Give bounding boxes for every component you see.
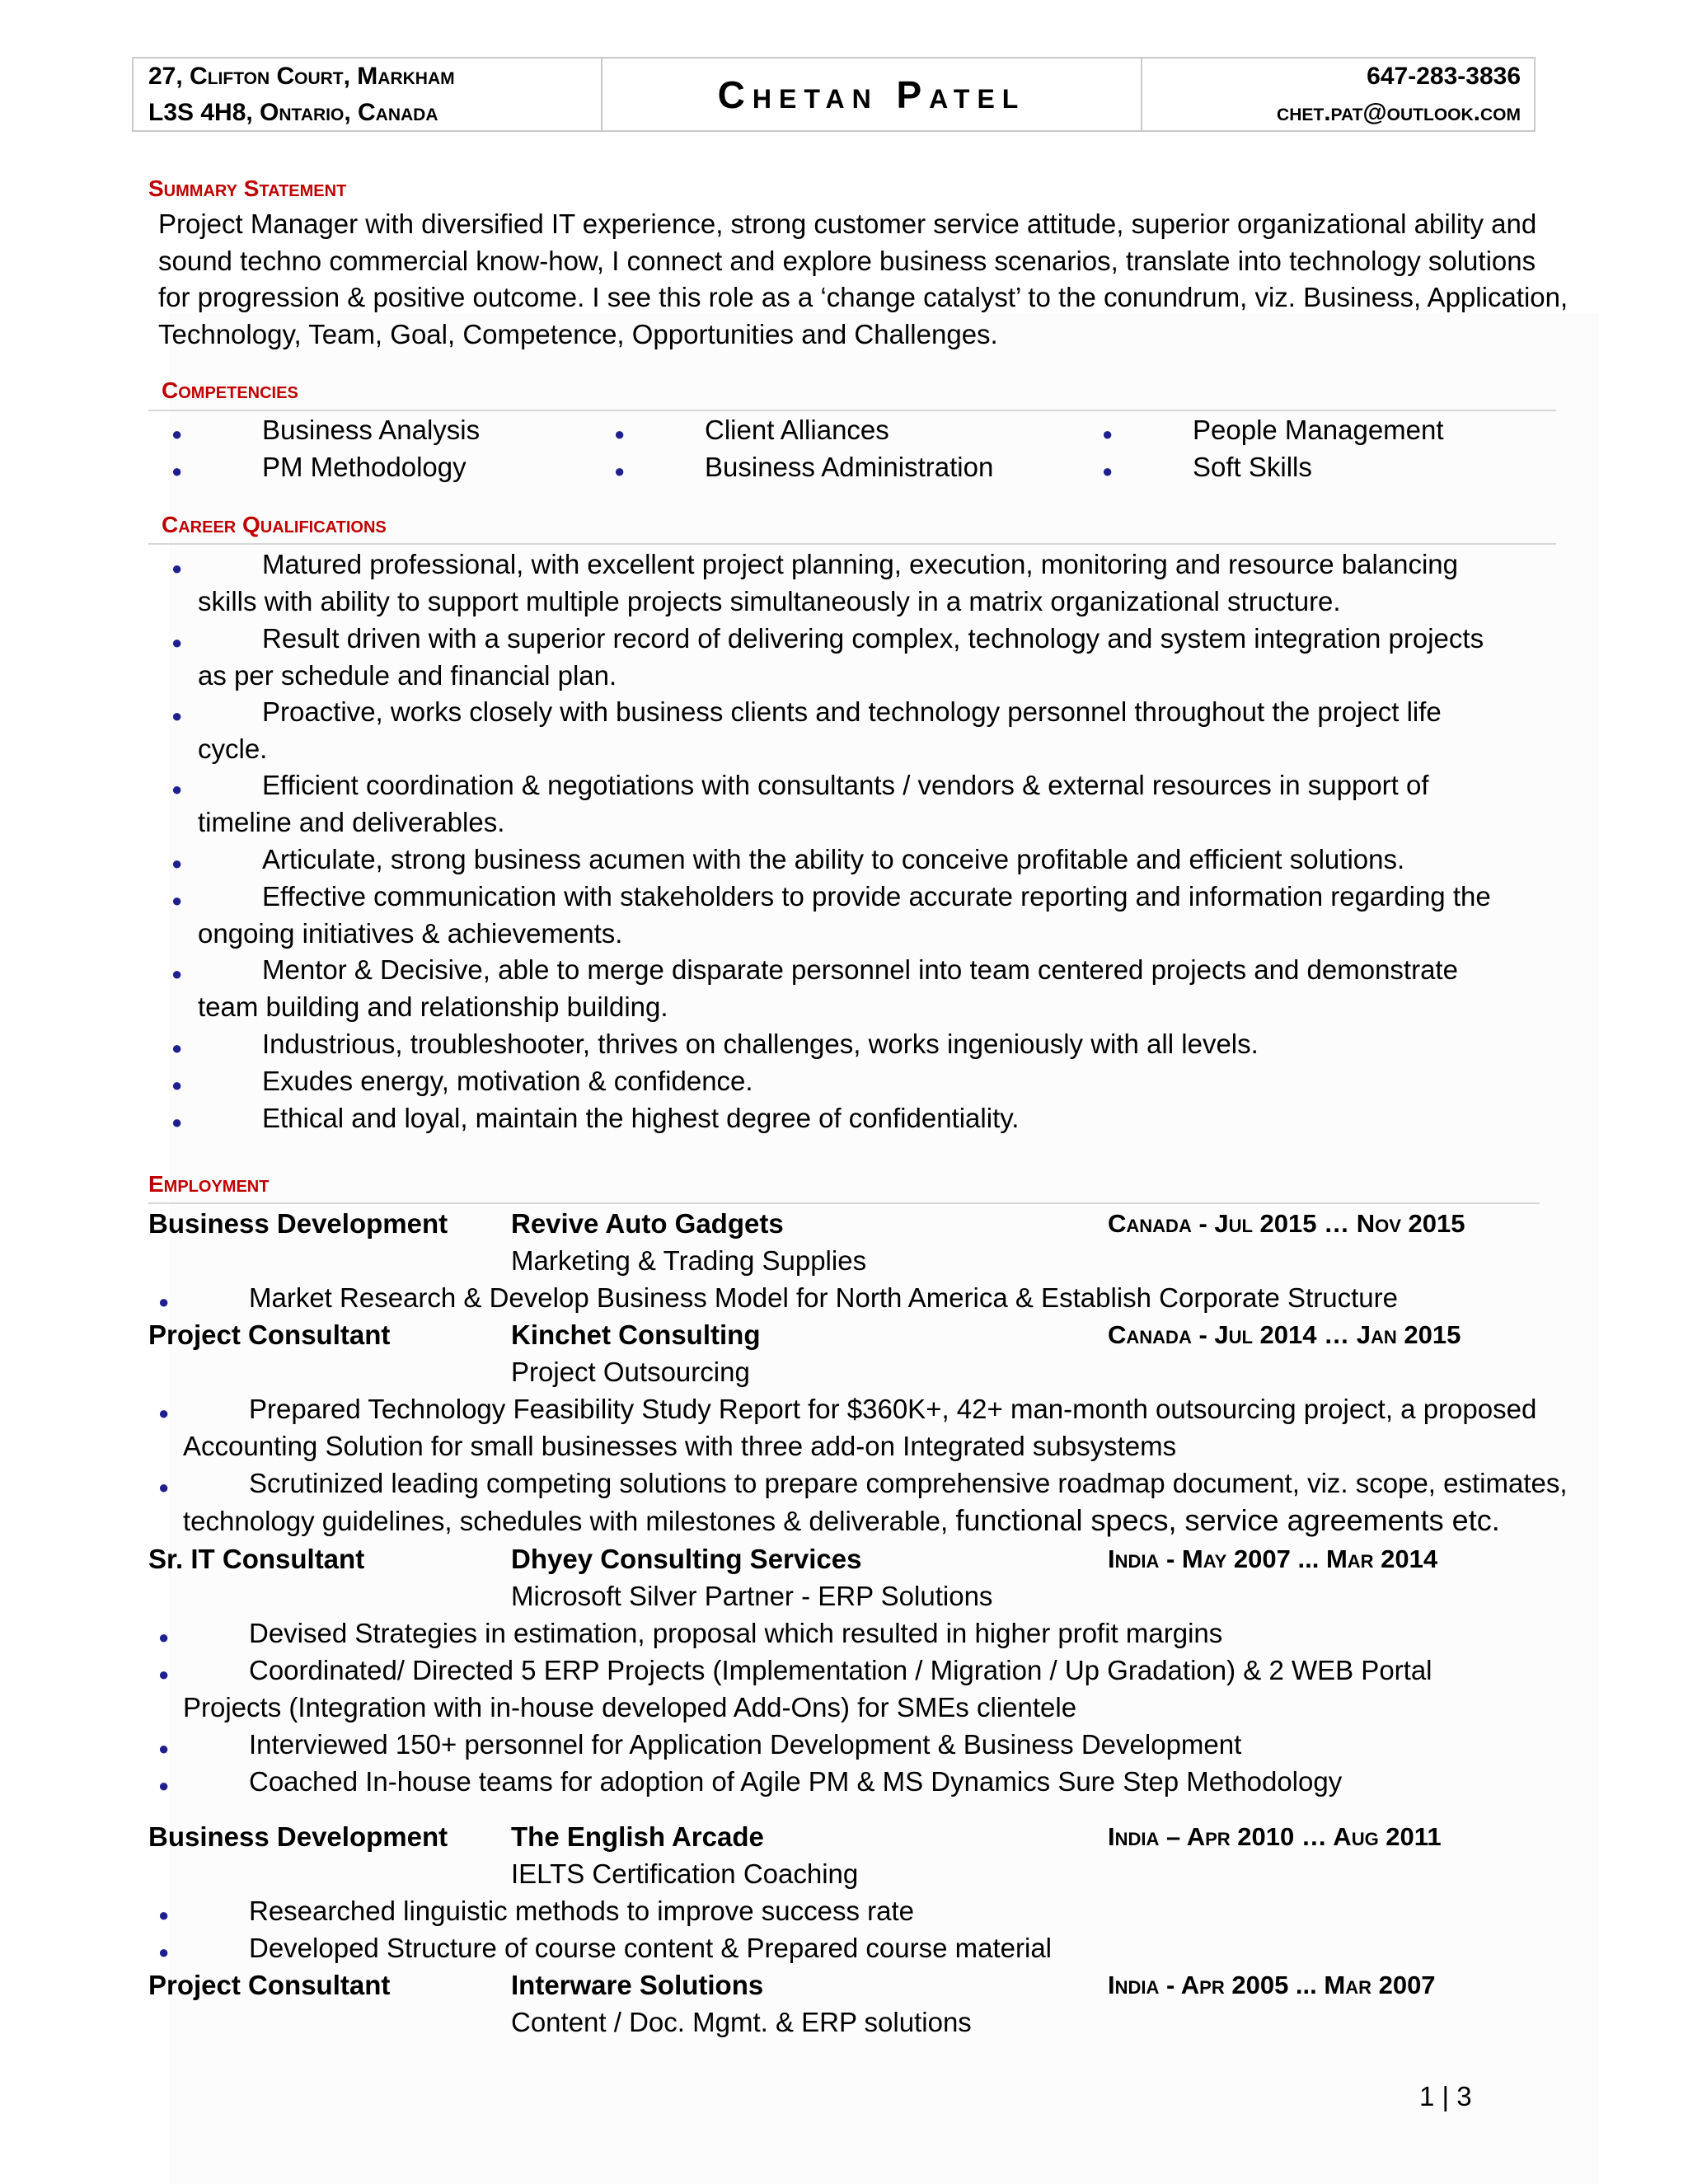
competency-item: Client Alliances [705, 415, 889, 445]
competency-item: Business Analysis [262, 415, 481, 445]
bullet-icon: ● [171, 890, 183, 911]
address-line-2: L3S 4H8, Ontario, Canada [148, 98, 438, 126]
candidate-name: Chetan Patel [717, 73, 1026, 116]
summary-heading: Summary Statement [148, 176, 347, 201]
company-description: Project Outsourcing [511, 1357, 750, 1387]
bullet-icon: ● [171, 632, 183, 653]
qualification-line: Articulate, strong business acumen with the ability to conceive profitable and efficient solutions. [262, 844, 1405, 874]
job-bullet-line: Projects (Integration with in-house developed Add-Ons) for SMEs clientele [183, 1692, 1077, 1722]
bullet-icon: ● [1102, 461, 1114, 481]
bullet-icon: ● [171, 1112, 183, 1132]
job-bullet-line: Coordinated/ Directed 5 ERP Projects (Implementation / Migration / Up Gradation) & 2 WEB Portal [249, 1655, 1432, 1685]
bullet-icon: ● [614, 424, 626, 444]
section-divider [148, 410, 1556, 411]
section-divider [148, 1202, 1540, 1204]
qualification-line: Matured professional, with excellent project planning, execution, monitoring and resource balancing [262, 549, 1459, 579]
company-name: Dhyey Consulting Services [511, 1544, 862, 1574]
bullet-icon: ● [614, 461, 626, 481]
qualification-line: team building and relationship building. [198, 991, 668, 1022]
job-bullet-line: Market Research & Develop Business Model for North America & Establish Corporate Structure [249, 1282, 1398, 1313]
bullet-icon: ● [171, 424, 183, 444]
qualification-line: Efficient coordination & negotiations with consultants / vendors & external resources in support of [262, 770, 1429, 800]
qualification-line: ongoing initiatives & achievements. [198, 918, 623, 949]
bullet-icon: ● [171, 461, 183, 481]
page-number: 1 | 3 [1419, 2081, 1472, 2111]
bullet-icon: ● [158, 1664, 170, 1685]
address-cell [134, 59, 603, 130]
company-name: The English Arcade [511, 1821, 764, 1852]
contact-header [132, 57, 1536, 132]
company-description: Content / Doc. Mgmt. & ERP solutions [511, 2007, 972, 2037]
summary-line: for progression & positive outcome. I see this role as a ‘change catalyst’ to the conundrum, viz. Business, Application, [158, 282, 1568, 312]
qualification-line: as per schedule and financial plan. [198, 660, 617, 691]
qualifications-heading: Career Qualifications [162, 512, 387, 537]
competencies-heading: Competencies [162, 377, 298, 403]
qualification-line: skills with ability to support multiple projects simultaneously in a matrix organizational structure. [198, 586, 1341, 616]
qualification-line: timeline and deliverables. [198, 807, 505, 837]
job-title: Sr. IT Consultant [148, 1544, 365, 1574]
job-dates: Canada - Jul 2015 … Nov 2015 [1108, 1209, 1465, 1238]
job-title: Project Consultant [148, 1319, 391, 1350]
name-cell [603, 59, 1142, 130]
company-name: Revive Auto Gadgets [511, 1208, 784, 1239]
bullet-icon: ● [158, 1291, 170, 1312]
job-bullet-line: Researched linguistic methods to improve success rate [249, 1896, 915, 1926]
employment-heading: Employment [148, 1171, 270, 1197]
qualification-line: cycle. [198, 733, 268, 764]
company-description: IELTS Certification Coaching [511, 1858, 859, 1889]
job-bullet-line: Developed Structure of course content & Prepared course material [249, 1933, 1053, 1963]
job-dates: India – Apr 2010 … Aug 2011 [1108, 1822, 1442, 1851]
summary-line: sound techno commercial know-how, I connect and explore business scenarios, translate into technology solutions [158, 245, 1536, 276]
company-name: Kinchet Consulting [511, 1319, 761, 1350]
bullet-icon: ● [171, 1038, 183, 1058]
bullet-icon: ● [171, 779, 183, 799]
bullet-icon: ● [171, 705, 183, 726]
bullet-icon: ● [171, 853, 183, 874]
bullet-icon: ● [158, 1627, 170, 1647]
phone-number: 647-283-3836 [1367, 62, 1521, 90]
address-line-1: 27, Clifton Court, Markham [148, 62, 455, 90]
job-title: Business Development [148, 1821, 448, 1852]
job-dates: India - May 2007 ... Mar 2014 [1108, 1544, 1438, 1573]
company-description: Marketing & Trading Supplies [511, 1245, 867, 1276]
qualification-line: Exudes energy, motivation & confidence. [262, 1066, 753, 1096]
bullet-icon: ● [158, 1905, 170, 1925]
bullet-icon: ● [158, 1775, 170, 1796]
job-bullet-line: Accounting Solution for small businesses with three add-on Integrated subsystems [183, 1431, 1177, 1461]
summary-line: Project Manager with diversified IT experience, strong customer service attitude, superior organizational ability and [158, 209, 1537, 239]
qualification-line: Proactive, works closely with business clients and technology personnel throughout the project life [262, 696, 1442, 727]
competency-item: People Management [1193, 415, 1444, 445]
company-name: Interware Solutions [511, 1970, 764, 2000]
company-description: Microsoft Silver Partner - ERP Solutions [511, 1581, 993, 1611]
job-bullet-line: Coached In-house teams for adoption of Agile PM & MS Dynamics Sure Step Methodology [249, 1766, 1343, 1797]
bullet-icon: ● [171, 963, 183, 984]
job-bullet-text: technology guidelines, schedules with milestones & deliverable, [183, 1506, 956, 1536]
job-bullet-line: Prepared Technology Feasibility Study Report for $360K+, 42+ man-month outsourcing project, a proposed [249, 1394, 1537, 1424]
job-bullet-line: Interviewed 150+ personnel for Application Development & Business Development [249, 1729, 1242, 1760]
contact-cell [1142, 59, 1534, 130]
job-dates: India - Apr 2005 ... Mar 2007 [1108, 1971, 1436, 1999]
bullet-icon: ● [171, 558, 183, 579]
competency-item: PM Methodology [262, 452, 467, 482]
qualification-line: Result driven with a superior record of delivering complex, technology and system integration projects [262, 623, 1484, 654]
competency-item: Business Administration [705, 452, 994, 482]
bullet-icon: ● [158, 1477, 170, 1497]
summary-paragraph [158, 206, 1592, 353]
competency-item: Soft Skills [1193, 452, 1312, 482]
summary-line: Technology, Team, Goal, Competence, Opportunities and Challenges. [158, 318, 998, 349]
job-bullet-line: Devised Strategies in estimation, proposal which resulted in higher profit margins [249, 1618, 1223, 1648]
bullet-icon: ● [1102, 424, 1114, 444]
bullet-icon: ● [158, 1738, 170, 1759]
job-bullet-line [183, 1502, 1500, 1540]
job-dates: Canada - Jul 2014 … Jan 2015 [1108, 1320, 1461, 1349]
bullet-icon: ● [171, 1075, 183, 1095]
bullet-icon: ● [158, 1942, 170, 1962]
qualification-line: Effective communication with stakeholders to provide accurate reporting and information regarding the [262, 881, 1491, 912]
bullet-icon: ● [158, 1403, 170, 1423]
qualification-line: Mentor & Decisive, able to merge disparate personnel into team centered projects and demonstrate [262, 954, 1458, 985]
job-title: Business Development [148, 1208, 448, 1239]
job-bullet-line: Scrutinized leading competing solutions to prepare comprehensive roadmap document, viz. scope, estimates, [249, 1468, 1568, 1498]
job-title: Project Consultant [148, 1970, 391, 2000]
qualification-line: Industrious, troubleshooter, thrives on challenges, works ingeniously with all levels. [262, 1029, 1259, 1059]
job-bullet-text: functional specs, service agreements etc. [955, 1503, 1500, 1537]
section-divider [148, 543, 1556, 545]
email-address: chet.pat@outlook.com [1277, 98, 1521, 126]
qualification-line: Ethical and loyal, maintain the highest degree of confidentiality. [262, 1103, 1020, 1133]
